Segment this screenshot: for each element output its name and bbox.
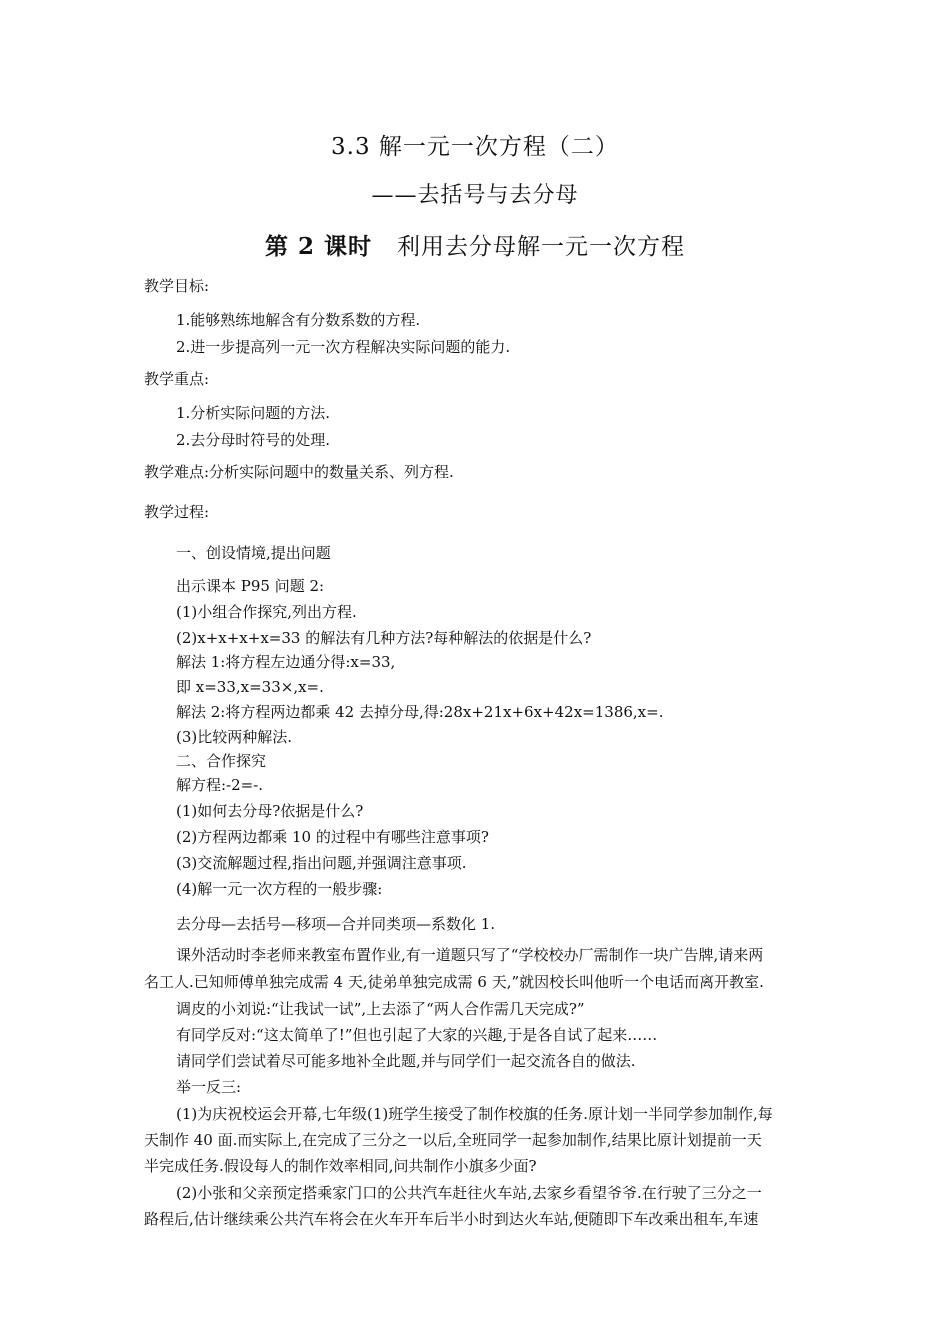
process-line: (3)比较两种解法. — [176, 728, 293, 746]
process-line: (1)小组合作探究,列出方程. — [176, 603, 357, 621]
process-line: 解方程:-2=-. — [176, 776, 264, 794]
process-line: 解法 1:将方程左边通分得:x=33, — [176, 653, 396, 671]
key-point-item: 1.分析实际问题的方法. — [176, 404, 331, 422]
problem-1-line: 天制作 40 面.而实际上,在完成了三分之一以后,全班同学一起参加制作,结果比原计划提前一天 — [144, 1131, 762, 1149]
objective-item: 2.进一步提高列一元一次方程解决实际问题的能力. — [176, 338, 511, 356]
lesson-prefix: 第 2 课时 — [265, 233, 373, 260]
story-line: 调皮的小刘说:“让我试一试”,上去添了“两人合作需几天完成?” — [176, 1000, 585, 1018]
process-line: 出示课本 P95 问题 2: — [176, 577, 325, 595]
key-points-heading: 教学重点: — [144, 370, 210, 388]
process-line: (1)如何去分母?依据是什么? — [176, 802, 364, 820]
problem-2-line: 路程后,估计继续乘公共汽车将会在火车开车后半小时到达火车站,便随即下车改乘出租车,车速 — [144, 1210, 759, 1228]
process-line: (2)x+x+x+x=33 的解法有几种方法?每种解法的依据是什么? — [176, 629, 592, 647]
problem-1-line: 半完成任务.假设每人的制作效率相同,问共制作小旗多少面? — [144, 1157, 537, 1175]
story-line: 课外活动时李老师来教室布置作业,有一道题只写了“学校校办厂需制作一块广告牌,请来两 — [176, 946, 764, 964]
problem-1-line: (1)为庆祝校运会开幕,七年级(1)班学生接受了制作校旗的任务.原计划一半同学参加制作,每 — [176, 1105, 773, 1123]
lesson-title — [0, 228, 950, 261]
problem-2-line: (2)小张和父亲预定搭乘家门口的公共汽车赶往火车站,去家乡看望爷爷.在行驶了三分之一 — [176, 1184, 762, 1202]
process-heading: 教学过程: — [144, 503, 210, 521]
section-heading: 二、合作探究 — [176, 752, 267, 770]
story-line: 名工人.已知师傅单独完成需 4 天,徒弟单独完成需 6 天,”就因校长叫他听一个电话而离开教室. — [144, 973, 764, 991]
process-line: (3)交流解题过程,指出问题,并强调注意事项. — [176, 854, 467, 872]
objectives-heading: 教学目标: — [144, 277, 210, 295]
lesson-name: 利用去分母解一元一次方程 — [396, 234, 685, 260]
subtitle: ——去括号与去分母 — [371, 183, 579, 208]
difficulty-line: 教学难点:分析实际问题中的数量关系、列方程. — [144, 463, 454, 481]
objective-item: 1.能够熟练地解含有分数系数的方程. — [176, 311, 421, 329]
steps-line: 去分母—去括号—移项—合并同类项—系数化 1. — [176, 915, 496, 933]
process-line: 即 x=33,x=33×,x=. — [176, 678, 324, 696]
section-heading: 一、创设情境,提出问题 — [176, 544, 331, 562]
process-line: 解法 2:将方程两边都乘 42 去掉分母,得:28x+21x+6x+42x=1386,x=. — [176, 703, 664, 721]
process-line: (4)解一元一次方程的一般步骤: — [176, 880, 383, 898]
main-title: 3.3 解一元一次方程（二） — [331, 134, 619, 160]
story-line: 请同学们尝试着尽可能多地补全此题,并与同学们一起交流各自的做法. — [176, 1052, 636, 1070]
process-line: (2)方程两边都乘 10 的过程中有哪些注意事项? — [176, 828, 489, 846]
story-line: 有同学反对:“这太简单了!”但也引起了大家的兴趣,于是各自试了起来…… — [176, 1026, 658, 1044]
key-point-item: 2.去分母时符号的处理. — [176, 431, 331, 449]
practice-heading: 举一反三: — [176, 1078, 242, 1096]
